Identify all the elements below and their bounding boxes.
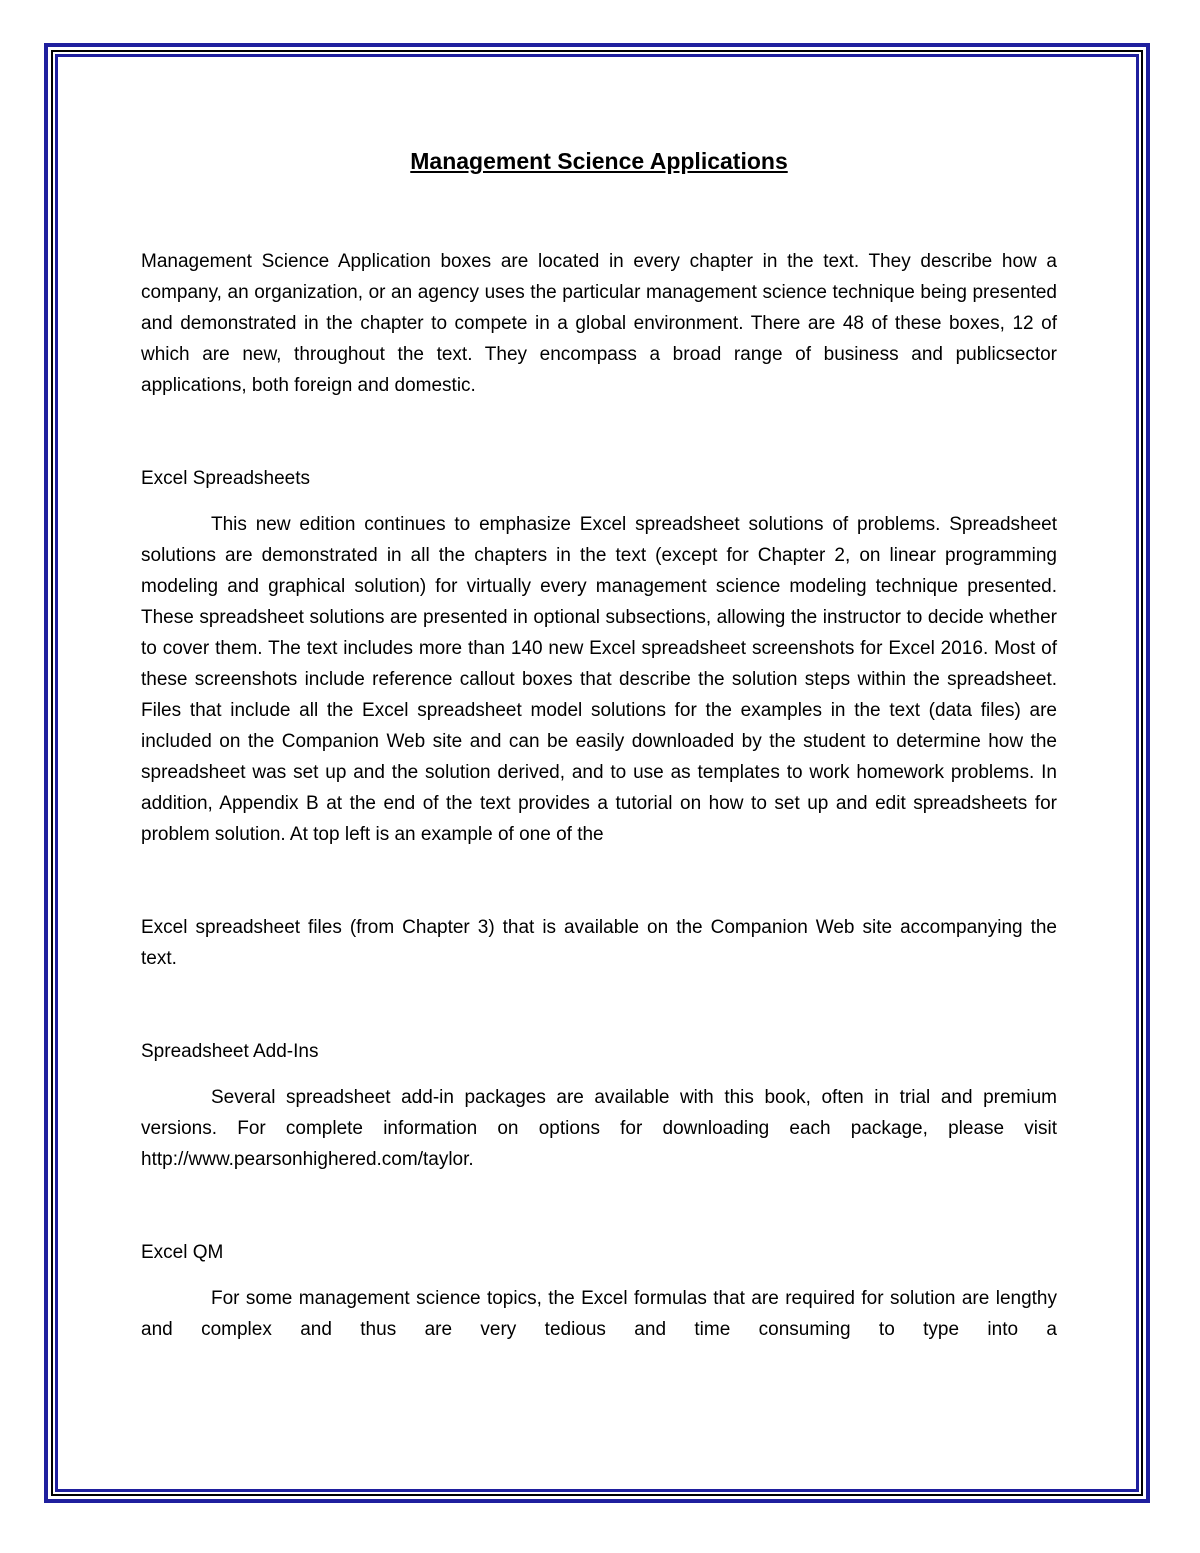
section-body-excel-qm: For some management science topics, the Excel formulas that are required for solution are lengthy and complex and thus are very tedious and time consuming to type into a xyxy=(141,1288,1057,1340)
section-body-excel-spreadsheets: This new edition continues to emphasize Excel spreadsheet solutions of problems. Spreadsheet solutions are demonstrated in all the chapters in the text (except for Chapter 2, on linear programming modeling and graphical solution) for virtually every management science modeling technique presented. These spreadsheet solutions are presented in optional subsections, allowing the instructor to decide whether to cover them. The text includes more than 140 new Excel spreadsheet screenshots for Excel 2016. Most of these screenshots include reference callout boxes that describe the solution steps within the spreadsheet. Files that include all the Excel spreadsheet model solutions for the examples in the text (data files) are included on the Companion Web site and can be easily downloaded by the student to determine how the spreadsheet was set up and the solution derived, and to use as templates to work homework problems. In addition, Appendix B at the end of the text provides a tutorial on how to set up and edit spreadsheets for problem solution. At top left is an example of one of the xyxy=(141,514,1057,845)
document-body xyxy=(141,146,1057,1345)
section-heading-excel-spreadsheets: Excel Spreadsheets xyxy=(141,468,310,489)
section-heading-excel-qm: Excel QM xyxy=(141,1242,224,1263)
document-title: Management Science Applications xyxy=(410,148,788,174)
section-heading-spreadsheet-add-ins: Spreadsheet Add-Ins xyxy=(141,1041,319,1062)
intro-paragraph: Management Science Application boxes are located in every chapter in the text. They describe how a company, an organization, or an agency uses the particular management science technique being presented and demonstrated in the chapter to compete in a global environment. There are 48 of these boxes, 12 of which are new, throughout the text. They encompass a broad range of business and publicsector applications, both foreign and domestic. xyxy=(141,251,1057,396)
section-continuation-excel-spreadsheets: Excel spreadsheet files (from Chapter 3) that is available on the Companion Web site accompanying the text. xyxy=(141,917,1057,969)
section-body-spreadsheet-add-ins: Several spreadsheet add-in packages are available with this book, often in trial and premium versions. For complete information on options for downloading each package, please visit http://www.pearsonhighered.com/taylor. xyxy=(141,1087,1057,1170)
